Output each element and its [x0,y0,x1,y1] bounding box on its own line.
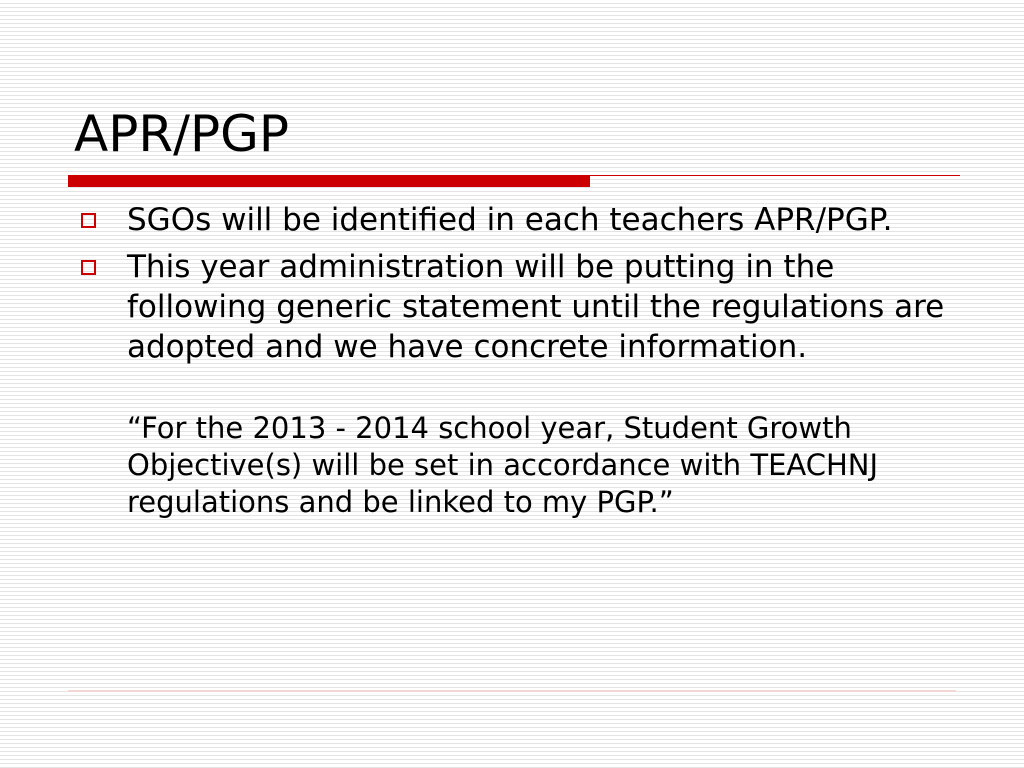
title-underline-thin [590,175,960,176]
bullet-item [78,200,948,240]
hollow-square-bullet-icon [81,213,96,228]
slide-title: APR/PGP [74,105,289,163]
hollow-square-bullet-icon [81,260,96,275]
quote-paragraph: “For the 2013 - 2014 school year, Student Growth Objective(s) will be set in accordance with TEACHNJ regulations and be linked to my PGP.” [127,411,879,519]
footer-divider [68,690,956,692]
bullet-text: SGOs will be identified in each teachers APR/PGP. [127,202,893,238]
title-underline-thick [68,175,590,187]
slide-body [78,200,948,521]
bullet-item [78,247,948,367]
bullet-text: This year administration will be putting in the following generic statement until the regulations are adopted and we have concrete information. [127,249,945,365]
